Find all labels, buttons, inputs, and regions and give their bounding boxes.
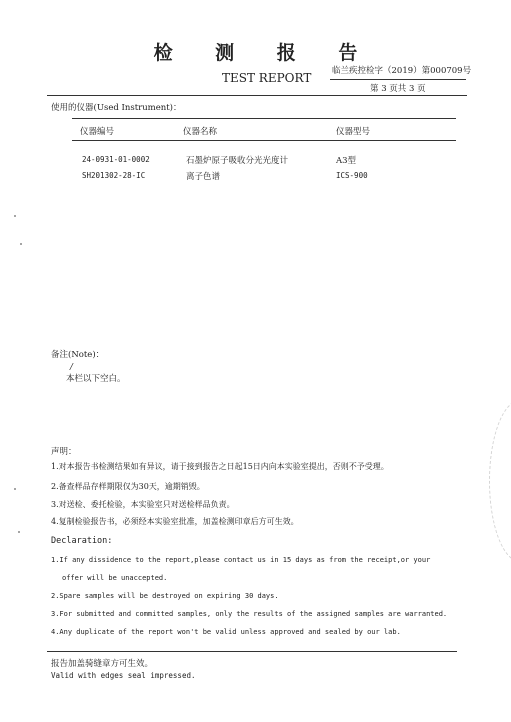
declaration-item-2: 2.Spare samples will be destroyed on expiring 30 days.: [51, 592, 279, 600]
table-row-1-id: 24-0931-01-0002: [82, 155, 150, 164]
edge-seal-mark: [489, 400, 511, 562]
scan-speck: [14, 488, 16, 490]
declaration-label: Declaration:: [51, 536, 113, 546]
scan-speck: [20, 243, 22, 245]
declaration-item-3: 3.For submitted and committed samples, only the results of the assigned samples are warranted.: [51, 610, 448, 618]
footer-cn: 报告加盖骑缝章方可生效。: [51, 659, 154, 669]
page-number: 第 3 页共 3 页: [370, 84, 426, 94]
scan-speck: [18, 531, 20, 533]
table-row-2-model: ICS-900: [336, 171, 368, 180]
table-row-2-name: 离子色谱: [186, 172, 221, 182]
report-reference-number: 临兰疾控检字（2019）第000709号: [332, 66, 472, 76]
report-subtitle: TEST REPORT: [222, 71, 312, 85]
note-label: 备注(Note)：: [51, 350, 105, 360]
col-header-instrument-name: 仪器名称: [183, 127, 218, 137]
header-divider: [47, 95, 467, 96]
scan-speck: [14, 215, 16, 217]
instrument-section-label: 使用的仪器(Used Instrument)：: [51, 103, 182, 113]
declaration-item-1-cont: offer will be unaccepted.: [62, 574, 168, 582]
statement-item-3: 3.对送检、委托检验，本实验室只对送检样品负责。: [51, 500, 235, 509]
footer-divider: [47, 651, 457, 652]
statement-item-4: 4.复制检验报告书，必须经本实验室批准，加盖检测印章后方可生效。: [51, 517, 299, 526]
table-row-2-id: SH201302-28-IC: [82, 171, 146, 180]
col-header-instrument-id: 仪器编号: [80, 127, 115, 137]
table-top-rule: [72, 118, 456, 119]
note-slash: /: [70, 362, 73, 372]
ref-underline: [330, 79, 466, 80]
table-row-1-model: A3型: [336, 156, 357, 166]
declaration-item-1: 1.If any dissidence to the report,please contact us in 15 days as from the receipt,or your: [51, 556, 431, 564]
declaration-item-4: 4.Any duplicate of the report won't be valid unless approved and sealed by our lab.: [51, 628, 401, 636]
statement-item-2: 2.备查样品存样期限仅为30天，逾期销毁。: [51, 482, 205, 491]
statement-label: 声明：: [51, 447, 77, 457]
note-text: 本栏以下空白。: [66, 374, 126, 384]
statement-item-1: 1.对本报告书检测结果如有异议，请于接到报告之日起15日内向本实验室提出，否则不予受理。: [51, 462, 389, 471]
table-header-rule: [72, 140, 456, 141]
footer-en: Valid with edges seal impressed.: [51, 671, 196, 680]
report-title: 检 测 报 告: [153, 42, 376, 64]
col-header-instrument-model: 仪器型号: [336, 127, 371, 137]
table-row-1-name: 石墨炉原子吸收分光光度计: [186, 156, 289, 166]
